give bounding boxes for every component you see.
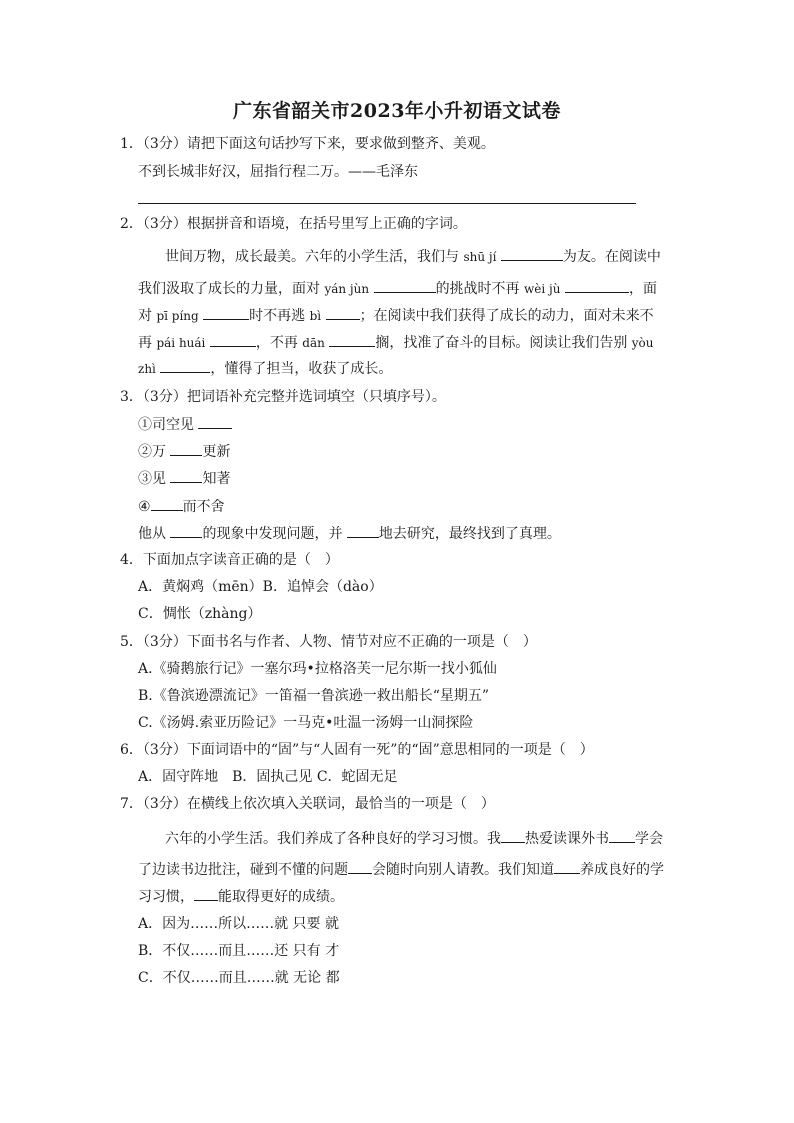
q2-text: 搁，找准了奋斗的目标。阅读让我们告别	[375, 335, 632, 351]
q7-option-c: C．不仅……而且……就 无论 都	[138, 970, 340, 986]
q7-text: 六年的小学生活。我们养成了各种良好的学习习惯。我	[165, 831, 501, 847]
q2-blank[interactable]	[501, 246, 563, 261]
q6-options: A．固守阵地 B．固执己见 C．蛇固无足	[138, 769, 398, 785]
q7-blank[interactable]	[501, 828, 525, 843]
q2-blank[interactable]	[374, 278, 436, 293]
q2-blank[interactable]	[160, 358, 210, 373]
q2-text: 对	[138, 308, 157, 324]
q3-item-4	[138, 496, 225, 517]
q4-stem: 4．下面加点字读音正确的是（ ）	[120, 552, 339, 568]
q5-option-b: B.《鲁滨逊漂流记》一笛福一鲁滨逊一救出船长“星期五”	[138, 688, 490, 704]
q3-item-text: 知著	[202, 471, 231, 487]
q2-text: ，面	[628, 281, 657, 297]
q3-sentence-text: 地去研究，最终找到了真理。	[378, 526, 561, 542]
q7-blank[interactable]	[194, 886, 218, 901]
q2-text: 我们汲取了成长的力量，面对	[138, 281, 325, 297]
q2-text: 为友。在阅读中	[562, 249, 661, 265]
q7-text: 能取得更好的成绩。	[218, 889, 344, 905]
q2-line-5	[138, 358, 392, 379]
q7-blank[interactable]	[609, 828, 635, 843]
q7-passage-2	[138, 859, 664, 880]
q5-stem: 5．（3分）下面书名与作者、人物、情节对应不正确的一项是（ ）	[120, 634, 537, 650]
q5-option-a: A.《骑鹅旅行记》一塞尔玛•拉格洛芙一尼尔斯一找小狐仙	[138, 661, 497, 677]
q5-option-c: C.《汤姆.索亚历险记》一马克•吐温一汤姆一山洞探险	[138, 715, 474, 731]
q3-item-text: ①司空见	[138, 417, 194, 433]
q3-sentence-text: 的现象中发现问题，并	[202, 526, 343, 542]
q3-blank[interactable]	[170, 468, 202, 483]
q3-blank[interactable]	[170, 441, 202, 456]
q2-pinyin: shū jí	[463, 250, 497, 264]
q3-item-text: ②万	[138, 444, 166, 460]
q7-text: 热爱读课外书	[525, 831, 609, 847]
q3-stem: 3．（3分）把词语补充完整并选词填空（只填序号）。	[120, 389, 446, 405]
q3-blank[interactable]	[170, 523, 202, 538]
q2-text: 的挑战时不再	[435, 281, 525, 297]
q7-option-b: B．不仅……而且……还 只有 才	[138, 943, 340, 959]
q7-blank[interactable]	[348, 859, 372, 874]
q3-item-text: ④	[138, 499, 151, 515]
q2-line-4	[138, 332, 654, 353]
q2-blank[interactable]	[565, 278, 629, 293]
q3-item-text: ③见	[138, 471, 166, 487]
q2-line-2	[138, 278, 657, 299]
q7-option-a: A．因为……所以……就 只要 就	[138, 916, 340, 932]
q2-text: ；在阅读中我们获得了成长的动力，面对未来不	[359, 308, 654, 324]
q3-blank[interactable]	[347, 523, 379, 538]
q1-stem: 1．（3分）请把下面这句话抄写下来，要求做到整齐、美观。	[120, 136, 495, 152]
q3-blank[interactable]	[151, 496, 183, 511]
q3-item-3	[138, 468, 230, 489]
q7-text: 养成良好的学	[580, 862, 664, 878]
q2-pinyin: dān	[302, 336, 325, 350]
q2-pinyin: pī píng	[156, 309, 199, 323]
q2-line-1	[165, 246, 661, 267]
q2-pinyin: yòu	[631, 336, 654, 350]
q7-text: 学会	[635, 831, 663, 847]
q2-pinyin: zhì	[138, 362, 156, 376]
q2-blank[interactable]	[329, 332, 375, 347]
q2-line-3	[138, 305, 654, 326]
q3-item-text: 而不舍	[182, 499, 225, 515]
q7-text: 习习惯，	[138, 889, 194, 905]
q3-item-2	[138, 441, 230, 462]
q1-answer-line	[138, 203, 636, 204]
q7-text: 会随时向别人请教。我们知道	[372, 862, 554, 878]
q2-text: 时不再逃	[249, 308, 310, 324]
q2-blank[interactable]	[326, 305, 360, 320]
q7-stem: 7．（3分）在横线上依次填入关联词，最恰当的一项是（ ）	[120, 796, 495, 812]
q2-pinyin: yán jùn	[324, 282, 370, 296]
q2-pinyin: wèi jù	[524, 282, 561, 296]
q2-blank[interactable]	[210, 332, 256, 347]
q2-blank[interactable]	[203, 305, 249, 320]
q2-text: 世间万物，成长最美。六年的小学生活，我们与	[165, 249, 464, 265]
q7-blank[interactable]	[554, 859, 580, 874]
q2-pinyin: bì	[309, 309, 322, 323]
document-title: 广东省韶关市2023年小升初语文试卷	[233, 100, 561, 122]
q3-blank[interactable]	[198, 414, 232, 429]
q2-text: 再	[138, 335, 157, 351]
q3-item-1	[138, 414, 232, 435]
q4-option-c: C．惆怅（zhàng）	[138, 606, 262, 622]
q6-stem: 6．（3分）下面词语中的“固”与“人固有一死”的“固”意思相同的一项是（ ）	[120, 742, 594, 758]
q7-passage-1	[165, 828, 663, 849]
q7-text: 了边读书边批注，碰到不懂的问题	[138, 862, 348, 878]
q2-text: ，不再	[255, 335, 303, 351]
q4-options-ab: A．黄焖鸡（mēn）B．追悼会（dào）	[138, 579, 383, 595]
q2-stem: 2．（3分）根据拼音和语境，在括号里写上正确的字词。	[120, 216, 467, 232]
q2-text: ，懂得了担当，收获了成长。	[210, 361, 393, 377]
q1-quote: 不到长城非好汉，屈指行程二万。——毛泽东	[138, 164, 418, 180]
q2-pinyin: pái huái	[156, 336, 206, 350]
q7-passage-3	[138, 886, 344, 907]
q3-item-text: 更新	[202, 444, 231, 460]
q3-sentence	[138, 523, 561, 544]
q3-sentence-text: 他从	[138, 526, 166, 542]
